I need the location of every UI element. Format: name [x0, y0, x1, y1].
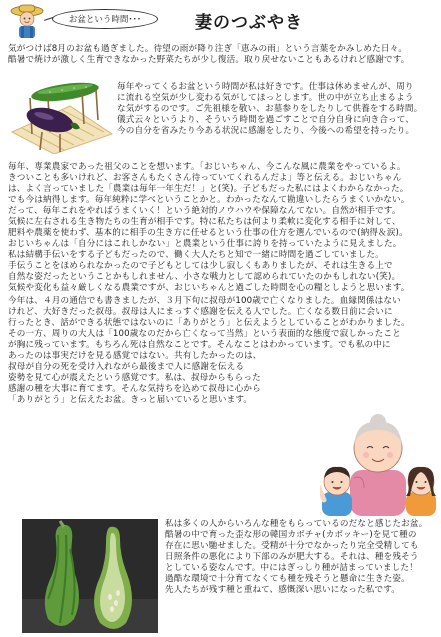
text-line: 今の自分を省みたり今ある状況に感謝をしたり、今後への希望を持ったり。	[117, 126, 415, 136]
text-line: な気がするのです。ご先祖様を敬い、お墓参りをしたりして供養をする時間。	[117, 104, 423, 114]
text-line: おじいちゃんは「自分にはこれしかない」と農業という仕事に誇りを持っていたように見えました。	[8, 239, 402, 249]
text-line: 過酷な環境で十分育てなくても種を残そうと懸命に生きた姿。	[165, 574, 410, 584]
text-line: 行ったとき、話ができる状態ではないのに「ありがとう」と伝えようとしていることがわかりました。	[8, 318, 410, 328]
text-line: 酷暑で焼けが激しく生育できなかった野菜たちが少し復活。取り戻せないこともあるけれど感謝です。	[8, 55, 410, 65]
text-line: 気候に左右される生き物たちの生育が相手です。特に私たちは何より柔軟に変化する相手に対して、	[8, 217, 401, 227]
text-line: 私は結構手伝いをする子どもだったので、働く大人たちと知で一緒に時間を過ごしていました。	[8, 250, 384, 260]
text-line: 気候や変化も益々厳しくなる農業ですが、おじいちゃんと過ごした時間を心の糧としようと思います。	[8, 283, 410, 293]
vegetables-illustration	[10, 72, 114, 154]
text-line: 肥料や農薬を使わず、基本的に相手の生き方に任せるという仕事の仕方を選んでいるので(納得＆涙)。	[8, 228, 408, 238]
text-line: が胸に残っています。もちろん死は自然なことです。そんなことはわかっています。でも私の中に	[8, 340, 391, 350]
text-line: 先人たちが残す種と重ねて、感慨深い思いになった私です。	[165, 585, 401, 595]
text-line: 「ありがとう」と伝えたお盆。きっと届いていると思います。	[8, 395, 253, 405]
text-line: 儀式云々というより、そういう時間を過ごすことで自分自身に向き合って、	[117, 115, 415, 125]
text-line: 感謝の種を大事に育てます。そんな気持ちを込めて叔母に心から	[8, 384, 261, 394]
text-line: 手伝うことをほめられなかったので子どもとしては少し寂しくもありましたが、それは生きる上で	[8, 261, 393, 271]
text-line: だって、毎年これをやればうまくいく！という絶対的ノウハウや保障なんてない。自然が相手です。	[8, 206, 401, 216]
page-title: 妻のつぶやき	[195, 13, 303, 33]
text-line: 毎年やってくるお盆という時間が私は好きです。仕事は休めませんが、周り	[117, 82, 414, 92]
text-line: けれど、大好きだった叔母。叔母は人にまっすぐ感謝を伝える人でした。亡くなる数日前に会いに	[8, 307, 393, 317]
text-line: は、よく言っていました「農業は毎年一年生だ！」と(笑)。子どもだった私にはよくわからなかった。	[8, 184, 409, 194]
text-line: 存在に思い馳せました。受精が十分でなかったり完全受精しても	[165, 541, 419, 551]
text-line: 日照条件の悪化により下部のみが肥大する。それは、種を残そう	[165, 552, 419, 562]
text-line: 姿勢を見て心が震えたという感覚です。私は、叔母からもらった	[8, 373, 261, 383]
text-line: でも今は納得します。毎年純粋に学べということかと。わかったなんて勘違いしたらうまくいかない。	[8, 195, 410, 205]
text-line: 今年は、４月の通信でも書きましたが、３月下旬に叔母が100歳で亡くなりました。血縁関係はない	[8, 296, 401, 306]
family-illustration	[320, 408, 438, 516]
text-line: その一方、周りの大人は「100歳なのだから亡くなって当然」という表面的な態度で寂しかったこと	[8, 329, 401, 339]
text-line: 気がつけば8月のお盆も過ぎました。待望の雨が降り注ぎ「恵みの雨」という言葉をかみしめた日々。	[8, 44, 408, 54]
farmer-icon	[8, 2, 46, 40]
bubble-text: お盆という時間･･･	[68, 15, 142, 25]
text-line: きついことも多いけれど、お客さんもたくさん待っていてくれるんだよ」等と伝える。おじいちゃん	[8, 173, 402, 183]
squash-photo	[22, 519, 158, 633]
text-line: 私は多くの人からいろんな種をもらっているのだなと感じたお盆。	[165, 519, 428, 529]
text-line: に流れる空気が少し変わる気がしてほっとします。世の中が立ち止まるよう	[117, 93, 414, 103]
text-line: としている姿なんです。中にはぎっしり種が詰まっていました！	[165, 563, 418, 573]
text-line: あったのは事実だけを見る感覚ではない。共有したかったのは、	[8, 351, 262, 361]
speech-bubble	[52, 9, 158, 29]
text-line: 酷暑の中で育った歪な形の韓国カボチャ(カボッキー)を見て種の	[165, 530, 417, 540]
text-line: 毎年、専業農家であった祖父のことを想います。「おじいちゃん、今こんな風に農業をやっているよ。	[8, 162, 406, 172]
text-line: 自然な姿だったということかもしれません、小さな戦力として認められていたのかもしれない(笑)。	[8, 272, 401, 282]
text-line: 叔母が自分の死を受け入れながら最後まで人に感謝を伝える	[8, 362, 245, 372]
